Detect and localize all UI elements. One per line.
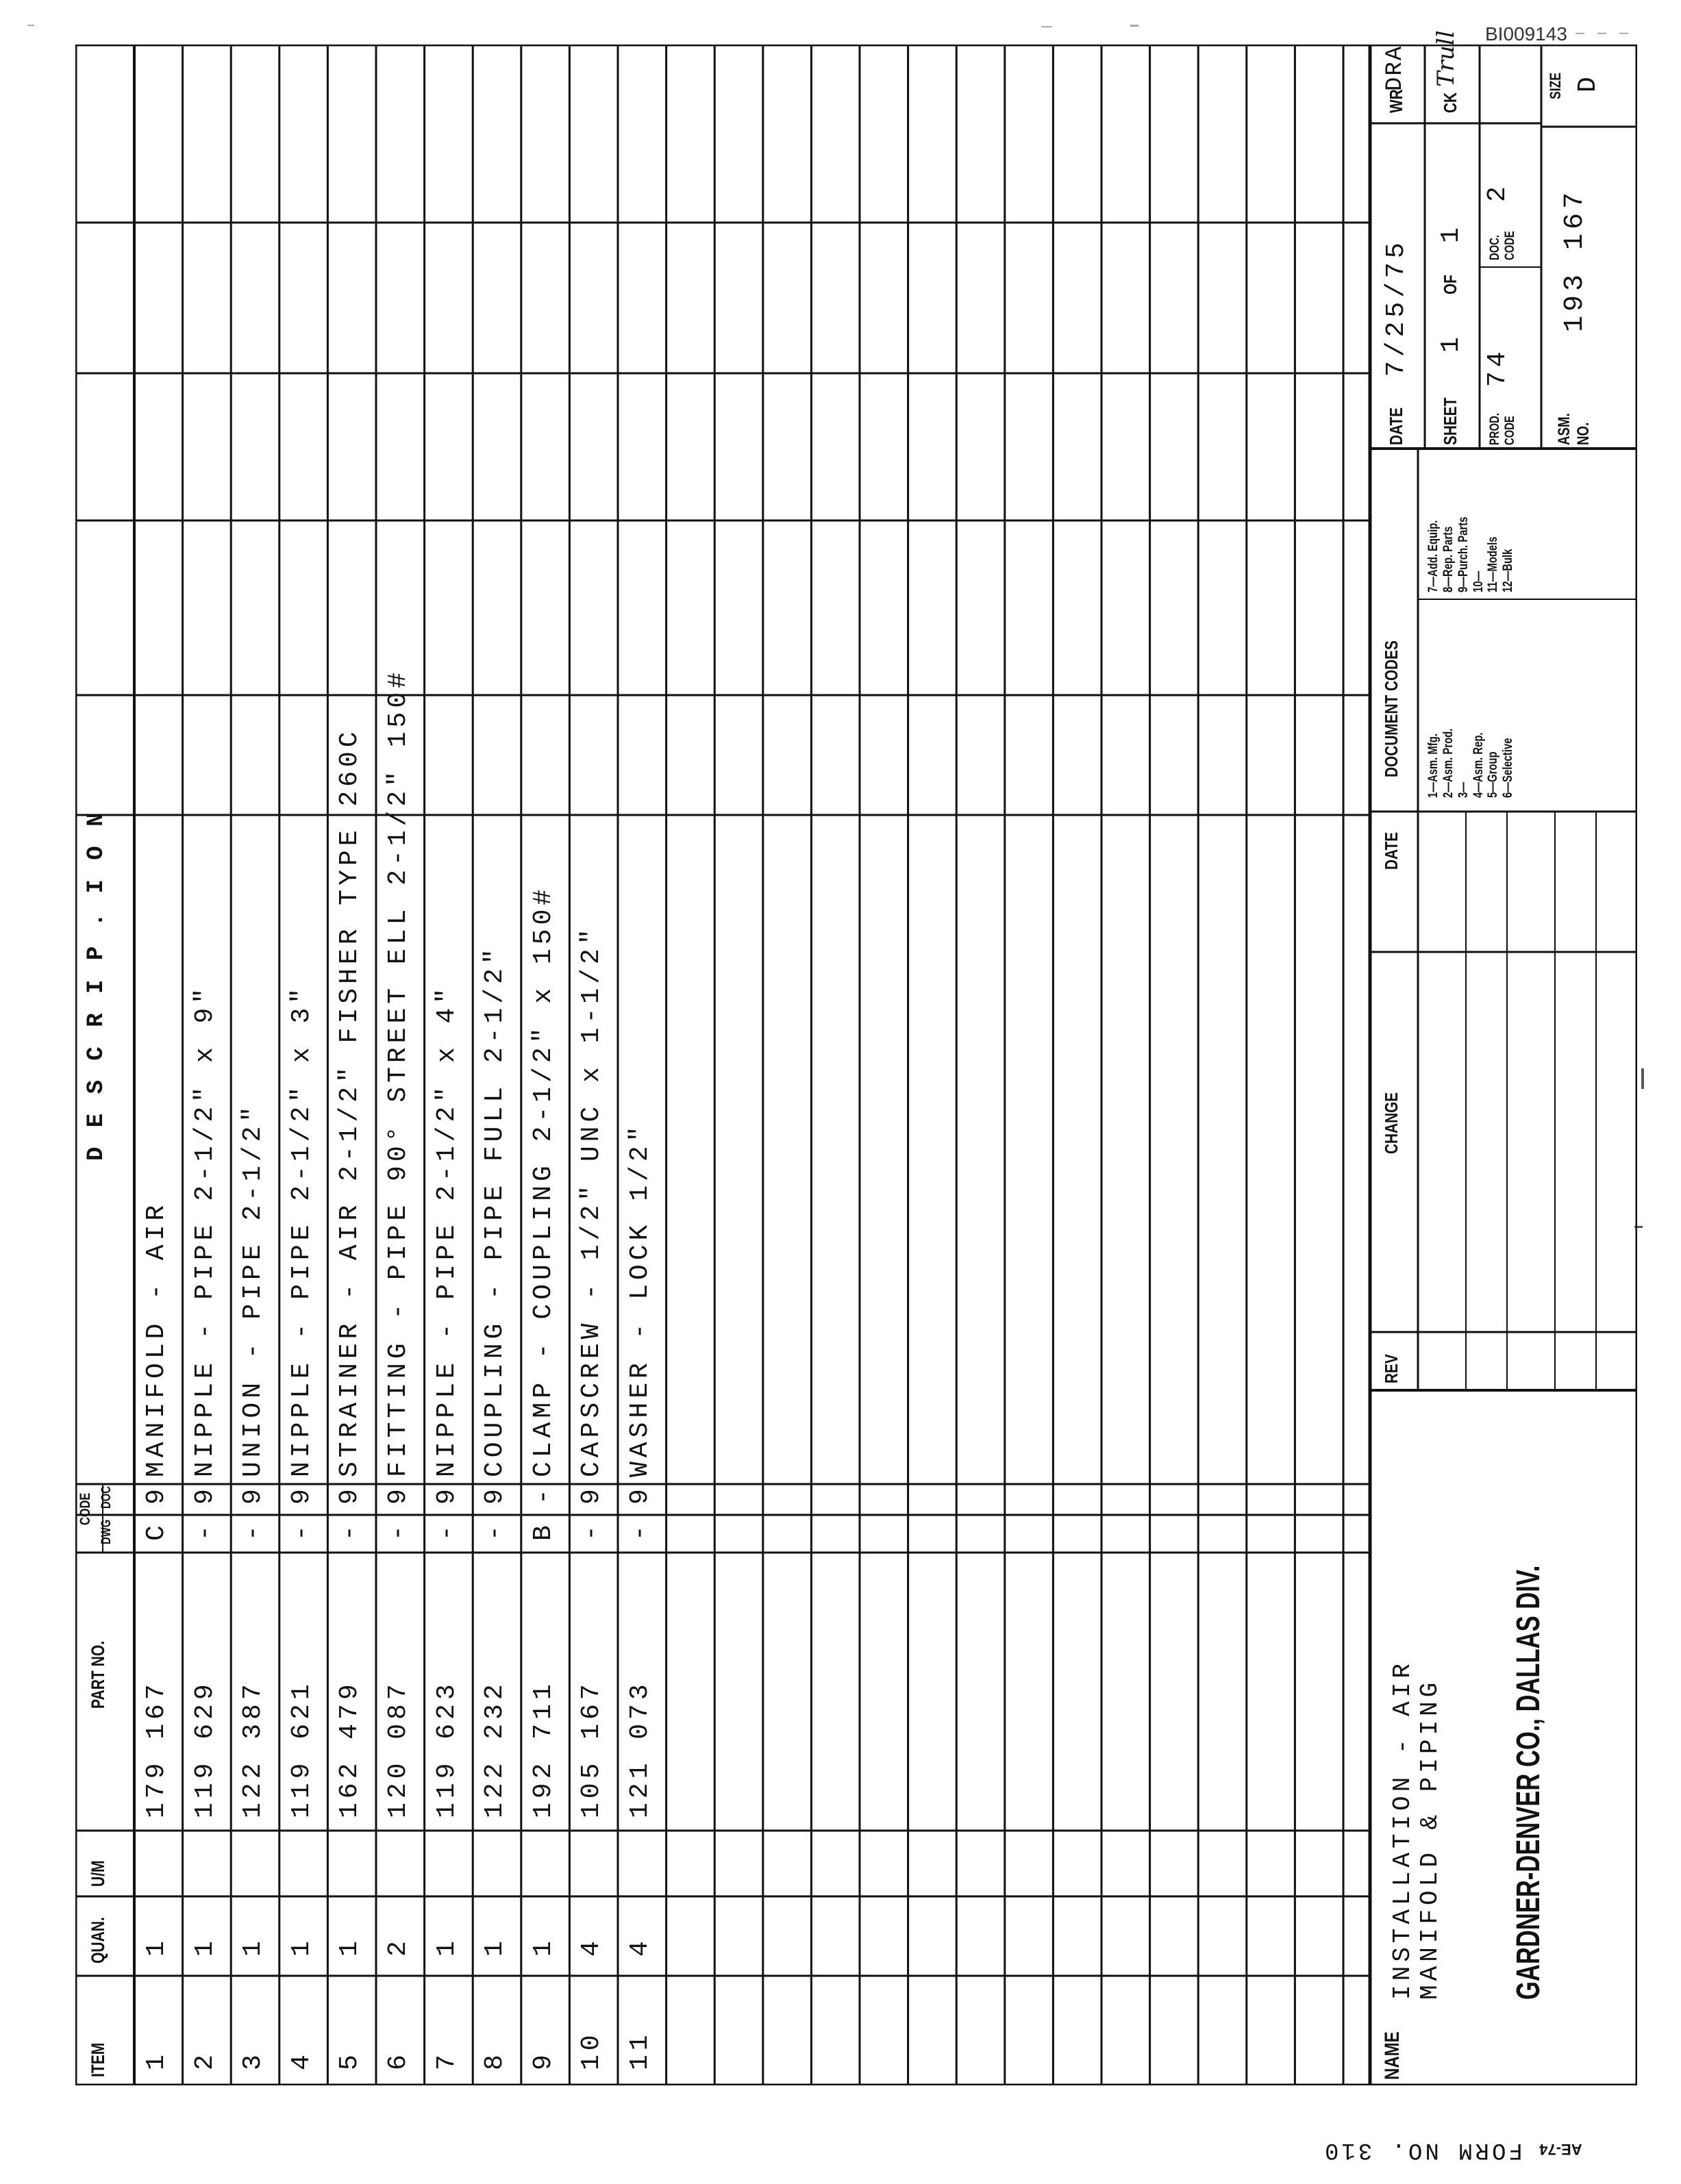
document-code-entry: 3—	[1456, 781, 1471, 798]
header-dwg: DWG	[99, 1519, 114, 1544]
company-name: GARDNER-DENVER CO., DALLAS DIV.	[1510, 1565, 1547, 2000]
row-8-desc: COUPLING - PIPE FULL 2-1/2"	[480, 944, 510, 1477]
header-item: ITEM	[88, 2042, 108, 2077]
row-10-desc: CAPSCREW - 1/2" UNC x 1-1/2"	[577, 925, 607, 1477]
document-code-entry: 8—Rep. Parts	[1441, 526, 1456, 592]
row-7-desc: NIPPLE - PIPE 2-1/2" x 4"	[432, 983, 462, 1477]
header-quan: QUAN.	[88, 1917, 108, 1963]
row-11-part: 121 073	[625, 1680, 655, 1818]
scan-speck	[27, 25, 34, 26]
row-6-quan: 2	[384, 1937, 413, 1957]
header-doc: DOC	[99, 1486, 114, 1509]
document-code-entry: 9—Purch. Parts	[1456, 516, 1471, 592]
document-code-entry: 5—Group	[1486, 751, 1501, 798]
form-number-prefix: AE-74	[1539, 2141, 1582, 2158]
row-6-item: 6	[384, 2050, 413, 2070]
row-4-dwg: -	[286, 1521, 316, 1541]
row-4-quan: 1	[286, 1937, 316, 1957]
doc-code-label: DOC. CODE	[1488, 231, 1517, 260]
size-label: SIZE	[1547, 72, 1564, 99]
row-2-item: 2	[190, 2050, 220, 2070]
row-4-doc: 9	[286, 1485, 316, 1505]
wr-label: WR	[1386, 89, 1406, 113]
row-10-doc: 9	[577, 1485, 607, 1505]
rev-label: REV	[1381, 1354, 1402, 1383]
row-4-desc: NIPPLE - PIPE 2-1/2" x 3"	[286, 983, 316, 1477]
row-3-part: 122 387	[238, 1680, 269, 1818]
assembly-name-line1: INSTALLATION - AIR	[1389, 1659, 1417, 2000]
row-5-part: 162 479	[335, 1680, 365, 1818]
date-value: 7/25/75	[1382, 238, 1411, 377]
doc-code-value: 2	[1483, 182, 1512, 202]
row-6-desc: FITTING - PIPE 90° STREET ELL 2-1/2" 150#	[384, 668, 413, 1477]
row-8-dwg: -	[480, 1521, 510, 1541]
row-11-desc: WASHER - LOCK 1/2"	[625, 1122, 655, 1477]
row-6-dwg: -	[384, 1521, 413, 1541]
document-code-entry: 6—Selective	[1501, 738, 1516, 798]
document-code-entry: 12—Bulk	[1501, 549, 1516, 592]
size-value: D	[1573, 73, 1603, 92]
row-8-item: 8	[480, 2050, 510, 2070]
row-7-dwg: -	[432, 1521, 462, 1541]
row-2-part: 119 629	[190, 1680, 220, 1818]
header-code: CODE	[77, 1492, 93, 1525]
row-11-doc: 9	[625, 1485, 655, 1505]
row-9-dwg: B	[528, 1521, 558, 1541]
row-10-dwg: -	[577, 1521, 607, 1541]
scan-speck	[1130, 25, 1138, 27]
row-8-quan: 1	[480, 1937, 510, 1957]
row-1-doc: 9	[142, 1485, 171, 1505]
row-10-item: 10	[577, 2031, 607, 2070]
row-9-quan: 1	[528, 1937, 558, 1957]
asm-no-value: 193 167	[1560, 188, 1591, 332]
document-code-entry: 7—Add. Equip.	[1426, 520, 1441, 592]
row-1-part: 179 167	[142, 1680, 171, 1818]
row-8-part: 122 232	[480, 1680, 510, 1818]
wr-value: DRA	[1382, 45, 1408, 91]
document-code-entry: 11—Models	[1486, 536, 1501, 592]
sheet-label: SHEET	[1440, 397, 1460, 445]
header-um: U/M	[88, 1860, 108, 1887]
document-codes-label: DOCUMENT CODES	[1381, 640, 1402, 777]
row-5-item: 5	[335, 2050, 365, 2070]
row-11-quan: 4	[625, 1937, 655, 1957]
row-3-item: 3	[238, 2050, 269, 2070]
ck-signature: Trull	[1432, 30, 1460, 87]
scan-speck	[1041, 26, 1052, 27]
row-5-doc: 9	[335, 1485, 365, 1505]
of-value: 1	[1436, 223, 1466, 243]
row-4-item: 4	[286, 2050, 316, 2070]
prod-code-label: PROD. CODE	[1488, 413, 1517, 445]
row-10-part: 105 167	[577, 1680, 607, 1818]
row-1-desc: MANIFOLD - AIR	[142, 1201, 171, 1477]
scan-speck	[1641, 1068, 1644, 1089]
row-11-item: 11	[625, 2031, 655, 2070]
row-3-desc: UNION - PIPE 2-1/2"	[238, 1102, 269, 1477]
row-6-doc: 9	[384, 1485, 413, 1505]
date-field-label: DATE	[1386, 407, 1406, 445]
document-code-entry: 2—Asm. Prod.	[1441, 728, 1456, 798]
header-part-no: PART NO.	[88, 1640, 108, 1709]
row-9-doc: -	[528, 1485, 558, 1505]
asm-no-label: ASM. NO.	[1555, 413, 1593, 445]
name-label: NAME	[1381, 2031, 1404, 2080]
document-code-entry: 1—Asm. Mfg.	[1426, 733, 1441, 798]
document-code-entry: 4—Asm. Rep.	[1471, 732, 1486, 798]
row-7-part: 119 623	[432, 1680, 462, 1818]
row-1-dwg: C	[142, 1521, 171, 1541]
document-code-entry: 10—	[1471, 570, 1486, 592]
change-label: CHANGE	[1381, 1092, 1402, 1154]
sheet-value: 1	[1436, 333, 1466, 353]
header-description: D E S C R I P . I O N	[84, 809, 110, 1161]
row-7-quan: 1	[432, 1937, 462, 1957]
row-2-dwg: -	[190, 1521, 220, 1541]
row-10-quan: 4	[577, 1937, 607, 1957]
row-3-quan: 1	[238, 1937, 269, 1957]
row-9-desc: CLAMP - COUPLING 2-1/2" x 150#	[528, 885, 558, 1477]
row-8-doc: 9	[480, 1485, 510, 1505]
of-label: OF	[1440, 275, 1460, 294]
row-1-item: 1	[142, 2050, 171, 2070]
row-1-quan: 1	[142, 1937, 171, 1957]
document-codes-column-2	[1426, 496, 1516, 593]
row-7-item: 7	[432, 2050, 462, 2070]
row-2-doc: 9	[190, 1485, 220, 1505]
row-7-doc: 9	[432, 1485, 462, 1505]
form-number-text: FORM NO. 310	[1322, 2137, 1523, 2163]
form-number	[1322, 2137, 1582, 2163]
row-5-desc: STRAINER - AIR 2-1/2" FISHER TYPE 260C	[335, 727, 365, 1477]
row-3-dwg: -	[238, 1521, 269, 1541]
row-3-doc: 9	[238, 1485, 269, 1505]
row-9-part: 192 711	[528, 1680, 558, 1818]
ck-label: CK	[1440, 92, 1460, 113]
document-id: BI009143	[1485, 23, 1567, 45]
row-6-part: 120 087	[384, 1680, 413, 1818]
change-date-label: DATE	[1381, 831, 1402, 870]
row-11-dwg: -	[625, 1521, 655, 1541]
scan-dashes: – – –	[1576, 23, 1633, 42]
document-codes-column-1	[1426, 709, 1516, 798]
row-9-item: 9	[528, 2050, 558, 2070]
prod-code-value: 74	[1483, 347, 1512, 387]
row-4-part: 119 621	[286, 1680, 316, 1818]
row-2-quan: 1	[190, 1937, 220, 1957]
row-5-dwg: -	[335, 1521, 365, 1541]
assembly-name-line2: MANIFOLD & PIPING	[1416, 1678, 1444, 2000]
row-2-desc: NIPPLE - PIPE 2-1/2" x 9"	[190, 983, 220, 1477]
row-5-quan: 1	[335, 1937, 365, 1957]
